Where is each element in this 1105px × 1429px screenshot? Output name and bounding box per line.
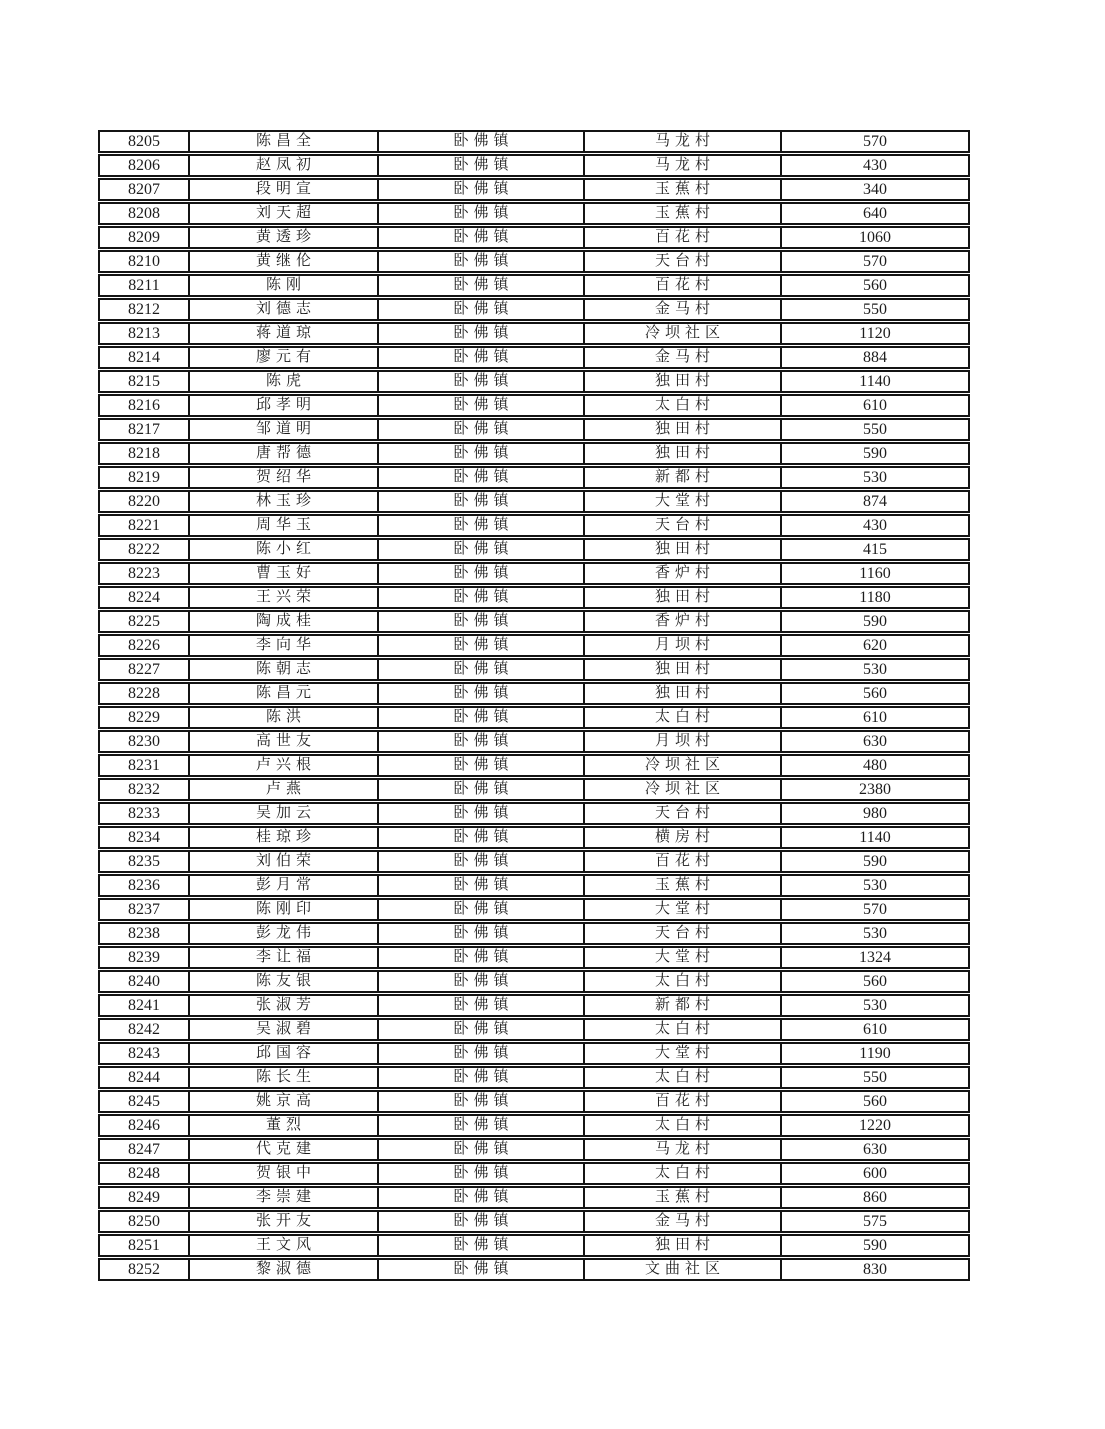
name-cell: 蒋道琼 [188, 324, 377, 343]
table-row [98, 1018, 970, 1041]
town-cell: 卧佛镇 [377, 420, 583, 439]
name-cell: 王兴荣 [188, 588, 377, 607]
village-cell: 独田村 [583, 420, 780, 439]
town-cell: 卧佛镇 [377, 252, 583, 271]
village-cell: 新都村 [583, 468, 780, 487]
name-cell: 黎淑德 [188, 1260, 377, 1279]
village-cell: 天台村 [583, 516, 780, 535]
serial-cell: 8246 [128, 1116, 160, 1134]
table-row [98, 586, 970, 609]
village-cell: 冷坝社区 [583, 780, 780, 799]
amount-cell: 1060 [780, 228, 968, 247]
amount-cell: 600 [780, 1164, 968, 1183]
table-row [98, 922, 970, 945]
serial-cell: 8230 [128, 732, 160, 750]
village-cell: 玉蕉村 [583, 204, 780, 223]
village-cell: 横房村 [583, 828, 780, 847]
village-cell: 大堂村 [583, 900, 780, 919]
name-cell: 曹玉好 [188, 564, 377, 583]
name-cell: 邹道明 [188, 420, 377, 439]
town-cell: 卧佛镇 [377, 1188, 583, 1207]
name-cell: 陈朝志 [188, 660, 377, 679]
name-cell: 陈洪 [188, 708, 377, 727]
town-cell: 卧佛镇 [377, 276, 583, 295]
amount-cell: 630 [780, 1140, 968, 1159]
serial-cell: 8247 [128, 1140, 160, 1158]
village-cell: 太白村 [583, 396, 780, 415]
amount-cell: 480 [780, 756, 968, 775]
table-row [98, 754, 970, 777]
town-cell: 卧佛镇 [377, 132, 583, 151]
table-row [98, 706, 970, 729]
table-row [98, 562, 970, 585]
name-cell: 吴淑碧 [188, 1020, 377, 1039]
village-cell: 金马村 [583, 1212, 780, 1231]
village-cell: 百花村 [583, 228, 780, 247]
amount-cell: 1120 [780, 324, 968, 343]
table-row [98, 514, 970, 537]
serial-cell: 8205 [128, 132, 160, 150]
serial-cell: 8232 [128, 780, 160, 798]
serial-cell: 8229 [128, 708, 160, 726]
amount-cell: 530 [780, 660, 968, 679]
name-cell: 邱孝明 [188, 396, 377, 415]
table-row [98, 610, 970, 633]
amount-cell: 530 [780, 996, 968, 1015]
amount-cell: 640 [780, 204, 968, 223]
village-cell: 独田村 [583, 372, 780, 391]
name-cell: 贺银中 [188, 1164, 377, 1183]
serial-cell: 8245 [128, 1092, 160, 1110]
name-cell: 彭月常 [188, 876, 377, 895]
amount-cell: 550 [780, 300, 968, 319]
table-row [98, 274, 970, 297]
amount-cell: 550 [780, 1068, 968, 1087]
amount-cell: 570 [780, 132, 968, 151]
table-row [98, 946, 970, 969]
name-cell: 彭龙伟 [188, 924, 377, 943]
table-row [98, 826, 970, 849]
village-cell: 百花村 [583, 1092, 780, 1111]
serial-cell: 8210 [128, 252, 160, 270]
village-cell: 冷坝社区 [583, 756, 780, 775]
table-row [98, 1090, 970, 1113]
table-row [98, 322, 970, 345]
serial-cell: 8216 [128, 396, 160, 414]
serial-cell: 8233 [128, 804, 160, 822]
village-cell: 天台村 [583, 804, 780, 823]
amount-cell: 1140 [780, 372, 968, 391]
name-cell: 陈虎 [188, 372, 377, 391]
serial-cell: 8217 [128, 420, 160, 438]
table-row [98, 178, 970, 201]
amount-cell: 550 [780, 420, 968, 439]
table-row [98, 250, 970, 273]
amount-cell: 570 [780, 900, 968, 919]
table-row [98, 994, 970, 1017]
village-cell: 香炉村 [583, 564, 780, 583]
name-cell: 陈昌全 [188, 132, 377, 151]
serial-cell: 8235 [128, 852, 160, 870]
village-cell: 太白村 [583, 1164, 780, 1183]
amount-cell: 415 [780, 540, 968, 559]
table-row [98, 658, 970, 681]
table-row [98, 634, 970, 657]
village-cell: 百花村 [583, 852, 780, 871]
amount-cell: 884 [780, 348, 968, 367]
amount-cell: 590 [780, 852, 968, 871]
amount-cell: 340 [780, 180, 968, 199]
serial-cell: 8231 [128, 756, 160, 774]
serial-cell: 8234 [128, 828, 160, 846]
serial-cell: 8249 [128, 1188, 160, 1206]
town-cell: 卧佛镇 [377, 300, 583, 319]
village-cell: 太白村 [583, 708, 780, 727]
village-cell: 大堂村 [583, 1044, 780, 1063]
name-cell: 陈长生 [188, 1068, 377, 1087]
amount-cell: 570 [780, 252, 968, 271]
village-cell: 独田村 [583, 684, 780, 703]
amount-cell: 2380 [780, 780, 968, 799]
serial-cell: 8214 [128, 348, 160, 366]
table-row [98, 346, 970, 369]
name-cell: 陈昌元 [188, 684, 377, 703]
village-cell: 金马村 [583, 300, 780, 319]
table-row [98, 1162, 970, 1185]
serial-cell: 8237 [128, 900, 160, 918]
town-cell: 卧佛镇 [377, 1212, 583, 1231]
town-cell: 卧佛镇 [377, 852, 583, 871]
serial-cell: 8236 [128, 876, 160, 894]
amount-cell: 530 [780, 468, 968, 487]
serial-cell: 8239 [128, 948, 160, 966]
name-cell: 陈小红 [188, 540, 377, 559]
town-cell: 卧佛镇 [377, 612, 583, 631]
serial-cell: 8215 [128, 372, 160, 390]
table-row [98, 1186, 970, 1209]
name-cell: 陈刚 [188, 276, 377, 295]
town-cell: 卧佛镇 [377, 804, 583, 823]
table-row [98, 1042, 970, 1065]
town-cell: 卧佛镇 [377, 372, 583, 391]
town-cell: 卧佛镇 [377, 996, 583, 1015]
town-cell: 卧佛镇 [377, 828, 583, 847]
town-cell: 卧佛镇 [377, 516, 583, 535]
village-cell: 独田村 [583, 540, 780, 559]
table-row [98, 538, 970, 561]
village-cell: 玉蕉村 [583, 1188, 780, 1207]
name-cell: 王文风 [188, 1236, 377, 1255]
amount-cell: 1190 [780, 1044, 968, 1063]
village-cell: 独田村 [583, 660, 780, 679]
amount-cell: 860 [780, 1188, 968, 1207]
table-row [98, 850, 970, 873]
serial-cell: 8219 [128, 468, 160, 486]
name-cell: 李崇建 [188, 1188, 377, 1207]
name-cell: 董烈 [188, 1116, 377, 1135]
amount-cell: 590 [780, 612, 968, 631]
serial-cell: 8224 [128, 588, 160, 606]
name-cell: 李让福 [188, 948, 377, 967]
name-cell: 黄继伦 [188, 252, 377, 271]
amount-cell: 430 [780, 156, 968, 175]
name-cell: 张淑芳 [188, 996, 377, 1015]
town-cell: 卧佛镇 [377, 444, 583, 463]
name-cell: 代克建 [188, 1140, 377, 1159]
amount-cell: 1140 [780, 828, 968, 847]
name-cell: 陈友银 [188, 972, 377, 991]
table-row [98, 226, 970, 249]
village-cell: 天台村 [583, 252, 780, 271]
name-cell: 廖元有 [188, 348, 377, 367]
table-row [98, 1258, 970, 1281]
amount-cell: 530 [780, 924, 968, 943]
serial-cell: 8227 [128, 660, 160, 678]
serial-cell: 8226 [128, 636, 160, 654]
amount-cell: 560 [780, 276, 968, 295]
amount-cell: 1324 [780, 948, 968, 967]
table-row [98, 1114, 970, 1137]
village-cell: 新都村 [583, 996, 780, 1015]
name-cell: 林玉珍 [188, 492, 377, 511]
table-row [98, 154, 970, 177]
serial-cell: 8222 [128, 540, 160, 558]
town-cell: 卧佛镇 [377, 228, 583, 247]
serial-cell: 8213 [128, 324, 160, 342]
town-cell: 卧佛镇 [377, 660, 583, 679]
village-cell: 太白村 [583, 1020, 780, 1039]
village-cell: 金马村 [583, 348, 780, 367]
name-cell: 赵凤初 [188, 156, 377, 175]
village-cell: 独田村 [583, 444, 780, 463]
name-cell: 贺绍华 [188, 468, 377, 487]
table-row [98, 466, 970, 489]
serial-cell: 8212 [128, 300, 160, 318]
serial-cell: 8252 [128, 1260, 160, 1278]
name-cell: 吴加云 [188, 804, 377, 823]
table-row [98, 298, 970, 321]
town-cell: 卧佛镇 [377, 348, 583, 367]
table-row [98, 418, 970, 441]
table-row [98, 778, 970, 801]
amount-cell: 575 [780, 1212, 968, 1231]
town-cell: 卧佛镇 [377, 564, 583, 583]
name-cell: 陶成桂 [188, 612, 377, 631]
amount-cell: 560 [780, 684, 968, 703]
town-cell: 卧佛镇 [377, 876, 583, 895]
table-row [98, 442, 970, 465]
name-cell: 卢燕 [188, 780, 377, 799]
village-cell: 大堂村 [583, 948, 780, 967]
village-cell: 玉蕉村 [583, 180, 780, 199]
serial-cell: 8228 [128, 684, 160, 702]
table-row [98, 370, 970, 393]
town-cell: 卧佛镇 [377, 756, 583, 775]
table-row [98, 970, 970, 993]
name-cell: 卢兴根 [188, 756, 377, 775]
serial-cell: 8208 [128, 204, 160, 222]
town-cell: 卧佛镇 [377, 492, 583, 511]
town-cell: 卧佛镇 [377, 1260, 583, 1279]
table-row [98, 1210, 970, 1233]
serial-cell: 8211 [128, 276, 160, 294]
serial-cell: 8223 [128, 564, 160, 582]
village-cell: 大堂村 [583, 492, 780, 511]
town-cell: 卧佛镇 [377, 540, 583, 559]
name-cell: 姚京高 [188, 1092, 377, 1111]
amount-cell: 874 [780, 492, 968, 511]
town-cell: 卧佛镇 [377, 900, 583, 919]
amount-cell: 630 [780, 732, 968, 751]
town-cell: 卧佛镇 [377, 1116, 583, 1135]
town-cell: 卧佛镇 [377, 588, 583, 607]
serial-cell: 8244 [128, 1068, 160, 1086]
table-row [98, 202, 970, 225]
serial-cell: 8221 [128, 516, 160, 534]
town-cell: 卧佛镇 [377, 636, 583, 655]
name-cell: 高世友 [188, 732, 377, 751]
village-cell: 太白村 [583, 1068, 780, 1087]
town-cell: 卧佛镇 [377, 972, 583, 991]
amount-cell: 560 [780, 972, 968, 991]
amount-cell: 1180 [780, 588, 968, 607]
village-cell: 独田村 [583, 588, 780, 607]
table-row [98, 682, 970, 705]
table-row [98, 802, 970, 825]
town-cell: 卧佛镇 [377, 780, 583, 799]
table-row [98, 1138, 970, 1161]
table-row [98, 130, 970, 153]
village-cell: 独田村 [583, 1236, 780, 1255]
village-cell: 月坝村 [583, 732, 780, 751]
village-cell: 太白村 [583, 1116, 780, 1135]
serial-cell: 8250 [128, 1212, 160, 1230]
amount-cell: 560 [780, 1092, 968, 1111]
village-cell: 玉蕉村 [583, 876, 780, 895]
town-cell: 卧佛镇 [377, 1092, 583, 1111]
town-cell: 卧佛镇 [377, 1020, 583, 1039]
table-row [98, 874, 970, 897]
serial-cell: 8242 [128, 1020, 160, 1038]
amount-cell: 430 [780, 516, 968, 535]
name-cell: 黄透珍 [188, 228, 377, 247]
village-cell: 香炉村 [583, 612, 780, 631]
amount-cell: 610 [780, 708, 968, 727]
village-cell: 月坝村 [583, 636, 780, 655]
amount-cell: 620 [780, 636, 968, 655]
village-cell: 天台村 [583, 924, 780, 943]
serial-cell: 8220 [128, 492, 160, 510]
amount-cell: 590 [780, 1236, 968, 1255]
serial-cell: 8248 [128, 1164, 160, 1182]
name-cell: 唐帮德 [188, 444, 377, 463]
town-cell: 卧佛镇 [377, 468, 583, 487]
name-cell: 陈刚印 [188, 900, 377, 919]
village-cell: 百花村 [583, 276, 780, 295]
village-cell: 马龙村 [583, 156, 780, 175]
town-cell: 卧佛镇 [377, 1044, 583, 1063]
serial-cell: 8218 [128, 444, 160, 462]
town-cell: 卧佛镇 [377, 924, 583, 943]
town-cell: 卧佛镇 [377, 1140, 583, 1159]
town-cell: 卧佛镇 [377, 732, 583, 751]
amount-cell: 1220 [780, 1116, 968, 1135]
serial-cell: 8209 [128, 228, 160, 246]
name-cell: 刘伯荣 [188, 852, 377, 871]
town-cell: 卧佛镇 [377, 396, 583, 415]
table-row [98, 490, 970, 513]
table-row [98, 730, 970, 753]
name-cell: 邱国容 [188, 1044, 377, 1063]
village-cell: 文曲社区 [583, 1260, 780, 1279]
serial-cell: 8243 [128, 1044, 160, 1062]
amount-cell: 610 [780, 396, 968, 415]
town-cell: 卧佛镇 [377, 708, 583, 727]
serial-cell: 8241 [128, 996, 160, 1014]
name-cell: 李向华 [188, 636, 377, 655]
town-cell: 卧佛镇 [377, 204, 583, 223]
amount-cell: 980 [780, 804, 968, 823]
town-cell: 卧佛镇 [377, 156, 583, 175]
records-table [98, 130, 970, 1282]
amount-cell: 1160 [780, 564, 968, 583]
serial-cell: 8251 [128, 1236, 160, 1254]
name-cell: 刘天超 [188, 204, 377, 223]
table-row [98, 1066, 970, 1089]
name-cell: 桂琼珍 [188, 828, 377, 847]
table-row [98, 898, 970, 921]
serial-cell: 8206 [128, 156, 160, 174]
name-cell: 段明宣 [188, 180, 377, 199]
name-cell: 周华玉 [188, 516, 377, 535]
town-cell: 卧佛镇 [377, 1164, 583, 1183]
village-cell: 冷坝社区 [583, 324, 780, 343]
serial-cell: 8238 [128, 924, 160, 942]
serial-cell: 8240 [128, 972, 160, 990]
table-row [98, 1234, 970, 1257]
town-cell: 卧佛镇 [377, 1236, 583, 1255]
amount-cell: 530 [780, 876, 968, 895]
village-cell: 太白村 [583, 972, 780, 991]
amount-cell: 590 [780, 444, 968, 463]
town-cell: 卧佛镇 [377, 684, 583, 703]
amount-cell: 610 [780, 1020, 968, 1039]
name-cell: 张开友 [188, 1212, 377, 1231]
town-cell: 卧佛镇 [377, 1068, 583, 1087]
serial-cell: 8225 [128, 612, 160, 630]
village-cell: 马龙村 [583, 1140, 780, 1159]
town-cell: 卧佛镇 [377, 180, 583, 199]
serial-cell: 8207 [128, 180, 160, 198]
table-row [98, 394, 970, 417]
amount-cell: 830 [780, 1260, 968, 1279]
town-cell: 卧佛镇 [377, 324, 583, 343]
town-cell: 卧佛镇 [377, 948, 583, 967]
name-cell: 刘德志 [188, 300, 377, 319]
village-cell: 马龙村 [583, 132, 780, 151]
